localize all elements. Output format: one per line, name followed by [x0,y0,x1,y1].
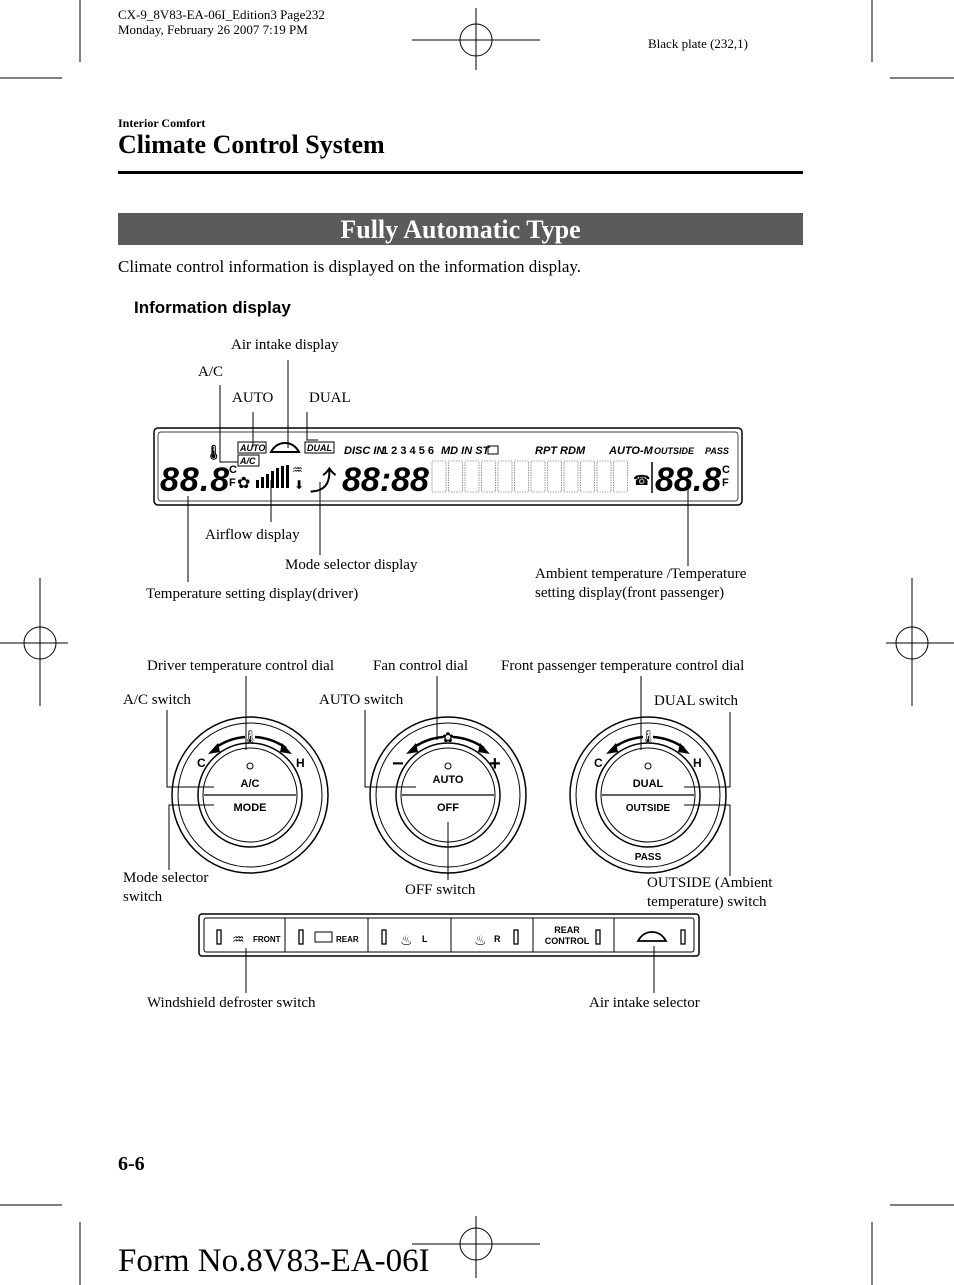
date-line: Monday, February 26 2007 7:19 PM [118,22,308,37]
lcd-defrost-icon: ♒ [292,463,303,477]
lcd-char-cell [482,461,496,492]
chapter-title: Climate Control System [118,130,385,159]
information-display [154,428,742,505]
auto-switch-label: AUTO switch [319,692,404,708]
lcd-unit-c-left: C [229,464,237,476]
lcd-char-cell [548,461,562,492]
lcd-fan-icon: ✿ [237,475,251,492]
passenger-dial-label: Front passenger temperature control dial [501,658,745,674]
rear-control-label-2: CONTROL [544,936,590,946]
lcd-rpt-rdm: RPT RDM [535,445,586,457]
lcd-temp-passenger: 88.8 [655,461,722,499]
airflow-display-label: Airflow display [205,527,300,543]
dial-thermometer-icon: 🌡 [241,729,259,744]
file-name-line: CX-9_8V83-EA-06I_Edition3 Page232 [118,7,325,22]
dial-right-h: H [693,756,702,770]
driver-temperature-dial[interactable] [172,717,328,873]
driver-dial-label: Driver temperature control dial [147,658,335,674]
lcd-char-cell [432,461,446,492]
outside-button-label: OUTSIDE [625,803,671,814]
lcd-down-arrow-icon: ⬇ [294,478,305,492]
fan-dial-label: Fan control dial [373,658,468,674]
fan-plus: + [489,753,501,775]
ac-switch-label: A/C switch [123,692,191,708]
plate-label: Black plate (232,1) [648,36,748,51]
form-number: Form No.8V83-EA-06I [118,1243,430,1279]
lcd-char-cell [614,461,628,492]
temp-setting-driver-label: Temperature setting display(driver) [146,586,359,602]
dual-switch-label: DUAL switch [654,693,739,709]
lcd-thermometer-icon: 🌡 [205,444,223,460]
auto-display-label: AUTO [232,390,274,406]
subheading: Information display [134,298,291,317]
dial-left-c: C [197,756,206,770]
lcd-clock: 88:88 [342,461,429,499]
lcd-char-cell [449,461,463,492]
lcd-phone-icon: ☎ [633,472,651,488]
mode-switch-label-2: switch [123,889,163,905]
seat-l-label: L [422,934,428,944]
lcd-auto-tag: AUTO [240,443,266,453]
lcd-auto-m: AUTO-M [609,445,653,457]
lcd-unit-f-left: F [229,477,236,489]
seat-r-label: R [494,934,501,944]
section-label: Interior Comfort [118,116,206,130]
lcd-char-cell [465,461,479,492]
lcd-char-cell [498,461,512,492]
air-intake-selector-label: Air intake selector [589,995,700,1011]
seat-heater-icon: ♨ [400,932,413,948]
outside-switch-label-2: temperature) switch [647,894,767,910]
lcd-md-in-st: MD IN ST [441,445,490,457]
pass-label: PASS [634,852,662,863]
off-button-label: OFF [437,802,459,814]
section-banner: Fully Automatic Type [118,213,803,245]
outside-switch-label-1: OUTSIDE (Ambient [647,875,773,891]
dial-fan-icon: ✿ [442,729,454,745]
lcd-char-cell [581,461,595,492]
passenger-temperature-dial[interactable] [570,717,726,873]
dual-button-label: DUAL [632,778,664,790]
dual-display-label: DUAL [309,390,351,406]
ac-display-label: A/C [198,364,224,380]
mode-selector-display-label: Mode selector display [285,557,418,573]
lcd-char-cell [515,461,529,492]
intro-text: Climate control information is displayed on the information display. [118,257,582,276]
off-switch-label: OFF switch [405,882,476,898]
lcd-dual-tag: DUAL [307,443,332,453]
lcd-ac-tag: A/C [240,456,256,466]
lcd-pass: PASS [705,446,729,456]
dial-right-c: C [594,756,603,770]
windshield-defroster-label: Windshield defroster switch [147,995,316,1011]
front-label: FRONT [253,935,281,944]
ac-button-label: A/C [240,778,260,790]
lcd-char-cell [564,461,578,492]
dial-thermometer-icon: 🌡 [639,729,657,744]
lcd-disc-in: DISC IN [344,445,385,457]
lcd-char-cell [531,461,545,492]
ambient-temp-label-1: Ambient temperature /Temperature [535,566,747,582]
page-number: 6-6 [118,1153,145,1175]
lcd-disc-numbers: 1 2 3 4 5 6 [382,445,434,457]
ambient-temp-label-2: setting display(front passenger) [535,585,725,601]
mode-switch-label-1: Mode selector [123,870,209,886]
lcd-unit-c-right: C [722,464,730,476]
lcd-char-cell [597,461,611,492]
lcd-unit-f-right: F [722,477,729,489]
lcd-temp-driver: 88.8 [160,461,231,499]
rear-label: REAR [336,935,359,944]
mode-button-label: MODE [233,802,267,814]
windshield-defroster-icon: ♒ [232,931,245,947]
fan-minus: − [392,753,404,775]
air-intake-display-label: Air intake display [231,337,339,353]
seat-heater-icon: ♨ [474,932,487,948]
lcd-mode-person-icon: ⤴ [310,466,337,496]
lcd-outside: OUTSIDE [654,446,695,456]
dial-left-h: H [296,756,305,770]
auto-button-label: AUTO [432,774,464,786]
rear-control-label-1: REAR [554,925,580,935]
